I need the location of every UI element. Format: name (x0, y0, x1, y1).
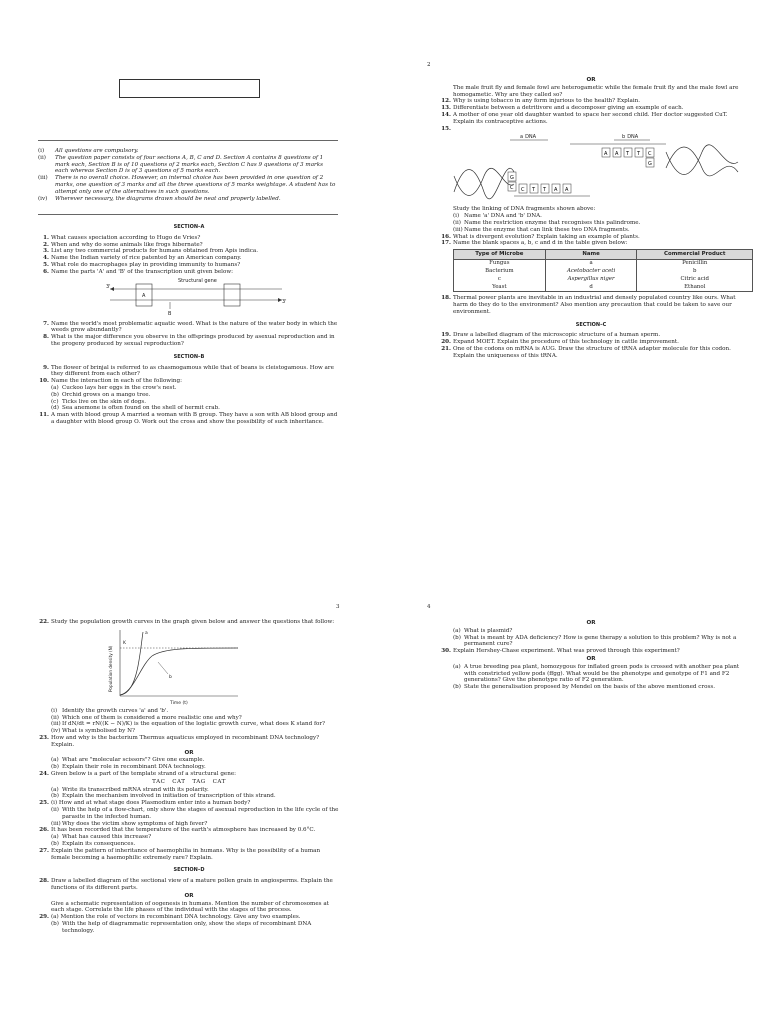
or-alternative-text: Give a schematic representation of oogenesis in humans. Mention the number of chromosomes at each stage. Correlate the life phases of the individual with the stages of the process. (51, 900, 329, 914)
svg-text:C: C (510, 185, 514, 192)
k-label: K (123, 640, 126, 646)
instruction-item: (ii) The question paper consists of four sections A, B, C and D. Section A contains 8 questions of 1 mark each, Section B is of 10 questions of 2 marks each, Section C has 9 questions of 3 marks each whereas Section D is of 3 questions of 5 marks each. (38, 154, 324, 175)
question-6: 6. Name the parts 'A' and 'B' of the transcription unit given below: (43, 268, 234, 275)
table-cell: Fungus (454, 259, 546, 267)
question-11: 11. A man with blood group A married a woman with B group. They have a son with AB blood group and a daughter with blood group O. Work out the cross and show the possibility of such inheritance. (39, 412, 338, 425)
sub-question: (c) Ticks live on the skin of dogs. (51, 398, 147, 405)
instructions-rule (38, 140, 338, 141)
question-12: 12. Why is using tobacco in any form injurious to the health? Explain. (441, 98, 641, 105)
question-23: 23. How and why is the bacterium Thermus aquaticus employed in recombinant DNA technology? Explain. (39, 734, 320, 748)
part-a-label: A (142, 292, 146, 299)
question-24: 24. Given below is a part of the template strand of a structural gene: (39, 770, 237, 777)
question-7: 7. Name the world's most problematic aquatic weed. What is the nature of the water body in which the weeds grow abundantly? (43, 320, 338, 334)
question-4: 4. Name the Indian variety of rice patented by an American company. (43, 255, 242, 262)
table-header: Name (545, 250, 637, 260)
page-4-content (440, 619, 742, 691)
svg-text:G: G (510, 175, 514, 182)
roll-number-box (119, 79, 260, 98)
dna-linking-diagram (440, 132, 740, 204)
part-b-label: B (168, 310, 172, 317)
sub-question: (i) Name 'a' DNA and 'b' DNA. (453, 213, 542, 220)
template-strand-codons: TAC CAT TAG CAT (152, 778, 226, 785)
table-cell: Penicillin (637, 259, 753, 267)
population-growth-graph (98, 626, 258, 708)
sub-question: (a) What is plasmid? (453, 627, 513, 634)
svg-text:A: A (554, 187, 558, 194)
question-26: 26. It has been recorded that the temperature of the earth's atmosphere has increased by 0.6°C. (39, 827, 316, 834)
sub-question: (b) State the generalisation proposed by Mendel on the basis of the above mentioned cross. (453, 684, 715, 691)
question-15: 15. (441, 125, 451, 132)
sub-question: (ii) Which one of them is considered a more realistic one and why? (51, 714, 242, 721)
section-b-title: SECTION–B (173, 353, 205, 360)
dna-a-label: a DNA (520, 134, 537, 141)
table-header: Commercial Product (637, 250, 753, 260)
sub-question: (b) Orchid grows on a mango tree. (51, 391, 151, 398)
general-instructions (38, 148, 338, 202)
question-18: 18. Thermal power plants are inevitable in an industrial and densely populated country like ours. What harm do they do to the environment? Also mention any precaution that could be taken to save our environment. (441, 295, 736, 315)
sub-question: (b) Explain the mechanism involved in initiation of transcription of this strand. (51, 793, 276, 800)
question-30: 30. Explain Hershey-Chase experiment. What was proved through this experiment? (441, 648, 680, 655)
question-29: 29. (a) Mention the role of vectors in recombinant DNA technology. Give any two examples. (39, 914, 301, 921)
sub-question: (b) With the help of diagrammatic representation only, show the steps of recombinant DNA technology. (51, 920, 312, 934)
sub-question: (b) What is meant by ADA deficiency? How is gene therapy a solution to this problem? Why is not a permanent cure? (453, 634, 737, 648)
page-number: 3 (336, 604, 340, 610)
table-cell: d (545, 283, 637, 291)
question-10: 10. Name the interaction in each of the following: (39, 378, 182, 385)
curve-b (120, 648, 238, 695)
table-cell: b (637, 268, 753, 276)
question-8: 8. What is the major difference you observe in the offsprings produced by asexual reproduction and in the progeny produced by sexual reproduction? (43, 334, 335, 347)
transcription-unit-diagram (106, 276, 286, 318)
table-header: Type of Microbe (454, 250, 546, 260)
svg-text:T: T (543, 187, 547, 194)
sub-question: (iii) Name the enzyme that can link these two DNA fragments. (453, 226, 630, 233)
section-a (38, 218, 340, 426)
question-5: 5. What role do macrophages play in providing immunity to humans? (43, 261, 241, 268)
instruction-item: (iii) There is no overall choice. However, an internal choice has been provided in one question of 2 marks, one question of 3 marks and all the three questions of 5 marks weightage. A student has to attempt only one of the alternatives in such questions. (38, 175, 336, 195)
table-cell: Bacterium (454, 268, 546, 276)
instruction-item: (iv) Wherever necessary, the diagrams drawn should be neat and properly labelled. (38, 195, 281, 202)
sub-question: (a) Write its transcribed mRNA strand with its polarity. (51, 786, 209, 793)
question-25: 25. (i) How and at what stage does Plasmodium enter into a human body? (39, 800, 251, 807)
table-cell: c (454, 276, 546, 284)
question-20: 20. Expand MOET. Explain the procedure of this technology in cattle improvement. (441, 339, 679, 346)
svg-text:T: T (532, 187, 536, 194)
table-row (454, 276, 753, 284)
or-divider: OR (586, 77, 596, 83)
section-a-title: SECTION–A (173, 224, 205, 230)
question-13: 13. Differentiate between a detritivore and a decomposer giving an example of each. (441, 105, 684, 112)
question-16: 16. What is divergent evolution? Explain taking an example of plants. (441, 233, 640, 240)
svg-text:3': 3' (282, 298, 287, 305)
terminator-box (224, 284, 240, 306)
svg-text:A: A (615, 151, 619, 158)
page-number: 2 (427, 62, 431, 68)
table-cell: Aspergillus niger (545, 276, 637, 284)
or-divider: OR (184, 892, 194, 899)
svg-text:T: T (637, 151, 641, 158)
table-row (454, 268, 753, 276)
question-27: 27. Explain the pattern of inheritance of haemophilia in humans. Why is the possibility of a human female becoming a haemophilic extremely rare? Explain. (39, 847, 321, 861)
sub-question: (iv) What is symbolised by N? (51, 728, 135, 735)
curve-b-label: b (169, 674, 172, 680)
or-divider: OR (586, 620, 596, 626)
microbe-table (453, 249, 753, 292)
page-number: 4 (427, 604, 431, 610)
svg-text:C: C (521, 187, 525, 194)
table-cell: Citric acid (637, 276, 753, 284)
graph-y-label: Population density (N) (108, 645, 113, 692)
table-cell: a (545, 259, 637, 267)
sub-question: (a) What are "molecular scissors"? Give one example. (51, 757, 205, 764)
svg-text:C: C (648, 151, 652, 158)
sub-question: (b) Explain its consequences. (51, 840, 136, 847)
sub-question: (a) What has caused this increase? (51, 834, 152, 841)
question-2: 2. When and why do some animals like frogs hibernate? (43, 241, 203, 248)
question-28: 28. Draw a labelled diagram of the sectional view of a mature pollen grain in angiosperms. Explain the functions of its different parts. (39, 878, 333, 891)
svg-text:A: A (604, 151, 608, 158)
top-sticky-end (602, 148, 654, 167)
or-divider: OR (586, 655, 596, 662)
table-cell: Acetobacter aceti (545, 268, 637, 276)
structural-gene-label: Structural gene (178, 277, 217, 284)
question-19: 19. Draw a labelled diagram of the microscopic structure of a human sperm. (441, 332, 661, 339)
question-21: 21. One of the codons on mRNA is AUG. Draw the structure of tRNA adapter molecule for this codon. Explain the uniqueness of this tRNA. (441, 345, 731, 359)
table-header-row (454, 250, 753, 260)
table-row (454, 283, 753, 291)
question-22: 22. Study the population growth curves in the graph given below and answer the questions that follow: (39, 619, 335, 625)
sub-question: (a) Cuckoo lays her eggs in the crow's nest. (51, 384, 177, 391)
question-14: 14. A mother of one year old daughter wanted to space her second child. Her doctor suggested CuT. Explain its contraceptive actions. (441, 111, 728, 125)
instruction-item: (i) All questions are compulsory. (38, 148, 139, 154)
sub-question: (ii) With the help of a flow-chart, only show the stages of asexual reproduction in the life cycle of the parasite in the infected human. (51, 806, 339, 820)
sub-question: (a) A true breeding pea plant, homozygous for inflated green pods is crossed with another pea plant with constricted yellow pods (ffgg). What would be the phenotype and genotype of F1 and F2 generations? Give the phenotype ratio of F2 generation. (453, 663, 740, 684)
section-c-title: SECTION–C (575, 321, 607, 328)
page-2-content (440, 76, 742, 360)
sub-question: (ii) Name the restriction enzyme that recognises this palindrome. (453, 219, 641, 226)
table-row (454, 259, 753, 267)
svg-text:A: A (565, 187, 569, 194)
sub-question: (b) Explain their role in recombinant DNA technology. (51, 764, 206, 771)
sub-question: (i) Identify the growth curves 'a' and 'b'. (51, 707, 169, 714)
page-3-content (38, 619, 340, 935)
svg-text:G: G (648, 161, 652, 168)
instructions-bottom-rule (38, 214, 338, 215)
sub-question: (iii) If dN/dt = rN((K − N)/K) is the equation of the logistic growth curve, what does K stand for? (51, 721, 326, 728)
section-d-title: SECTION–D (173, 867, 205, 874)
or-alternative-text: The male fruit fly and female fowl are heterogametic while the female fruit fly and the male fowl are homogametic. Why are they called so? (453, 84, 739, 98)
curve-a-label: a (145, 630, 148, 636)
svg-text:3': 3' (106, 283, 111, 290)
question-1: 1. What causes speciation according to Hugo de Vries? (43, 234, 201, 241)
question-3: 3. List any two commercial products for humans obtained from Apis indica. (43, 248, 259, 255)
sub-question: (iii) Why does the victim show symptoms of high fever? (51, 820, 208, 827)
table-cell: Ethanol (637, 283, 753, 291)
or-divider: OR (184, 749, 194, 756)
bottom-sticky-end (508, 172, 571, 193)
q15-text: Study the linking of DNA fragments shown above: (453, 206, 596, 213)
question-17: 17. Name the blank spaces a, b, c and d in the table given below: (441, 240, 628, 247)
question-9: 9. The flower of brinjal is referred to as chasmogamous while that of beans is cleistogamous. How are they different from each other? (43, 364, 334, 378)
graph-x-label: Time (t) (170, 700, 188, 706)
table-cell: Yeast (454, 283, 546, 291)
dna-b-label: b DNA (622, 134, 639, 141)
svg-text:T: T (626, 151, 630, 158)
sub-question: (d) Sea anemone is often found on the shell of hermit crab. (51, 405, 220, 412)
